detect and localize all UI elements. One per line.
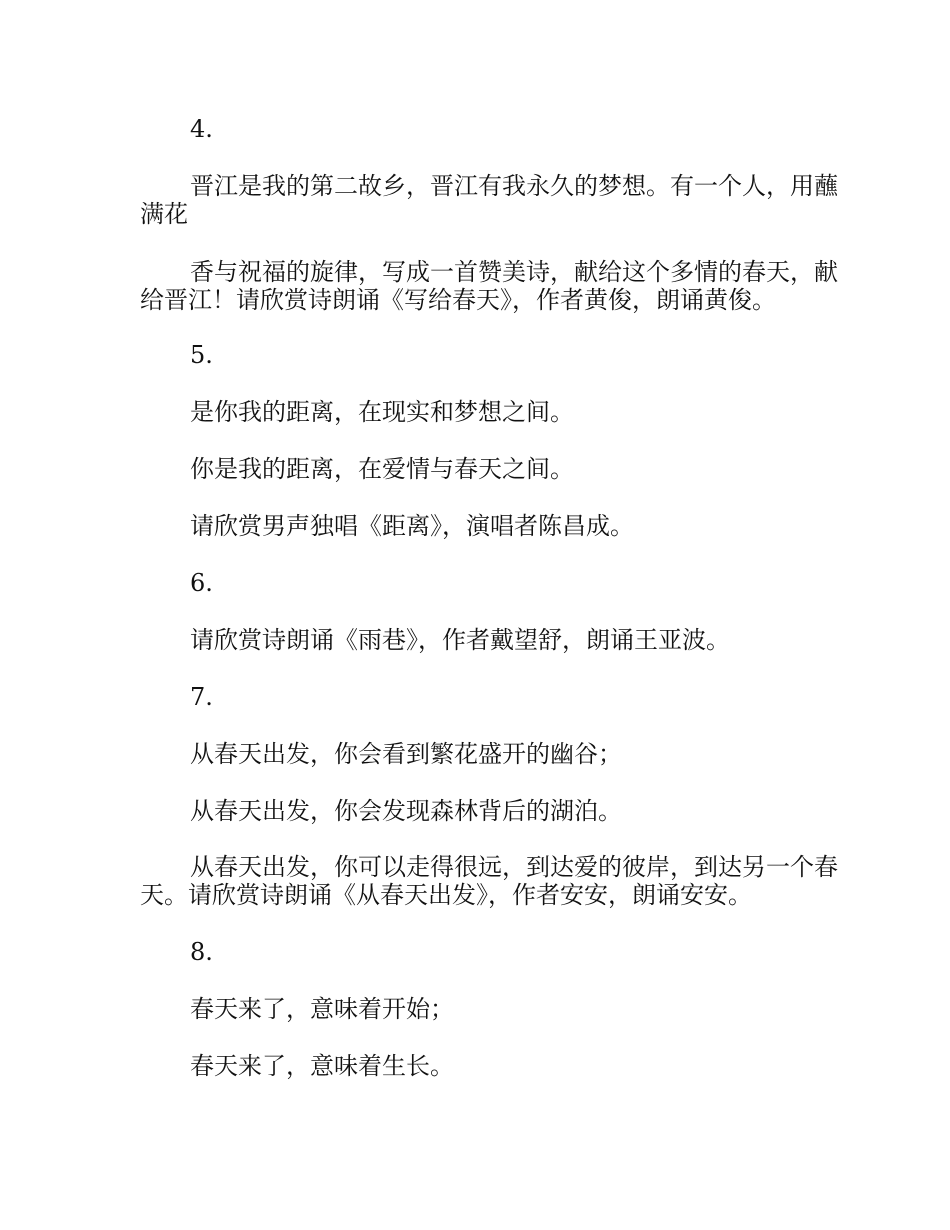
paragraph-distance-2: 你是我的距离，在爱情与春天之间。 (190, 455, 574, 483)
paragraph-distance-1: 是你我的距离，在现实和梦想之间。 (190, 398, 574, 426)
section-number-8: 8. (190, 938, 213, 966)
section-number-4: 4. (190, 115, 213, 143)
paragraph-poem-spring-intro: 香与祝福的旋律，写成一首赞美诗，献给这个多情的春天，献给晋江！请欣赏诗朗诵《写给春天》，作者黄俊，朗诵黄俊。 (140, 258, 838, 314)
section-number-5: 5. (190, 341, 213, 369)
paragraph-spring-depart-1: 从春天出发，你会看到繁花盛开的幽谷； (190, 740, 622, 768)
paragraph-rain-alley: 请欣赏诗朗诵《雨巷》，作者戴望舒，朗诵王亚波。 (190, 626, 730, 654)
paragraph-spring-comes-1: 春天来了，意味着开始； (190, 995, 454, 1023)
paragraph-distance-solo: 请欣赏男声独唱《距离》，演唱者陈昌成。 (190, 512, 634, 540)
section-number-7: 7. (190, 683, 213, 711)
paragraph-spring-comes-2: 春天来了，意味着生长。 (190, 1052, 454, 1080)
paragraph-spring-depart-2: 从春天出发，你会发现森林背后的湖泊。 (190, 797, 622, 825)
section-number-6: 6. (190, 569, 213, 597)
paragraph-spring-depart-3: 从春天出发，你可以走得很远，到达爱的彼岸，到达另一个春天。请欣赏诗朗诵《从春天出发》，作者安安，朗诵安安。 (140, 853, 838, 909)
paragraph-jinjiang-intro: 晋江是我的第二故乡，晋江有我永久的梦想。有一个人，用蘸满花 (140, 172, 838, 228)
